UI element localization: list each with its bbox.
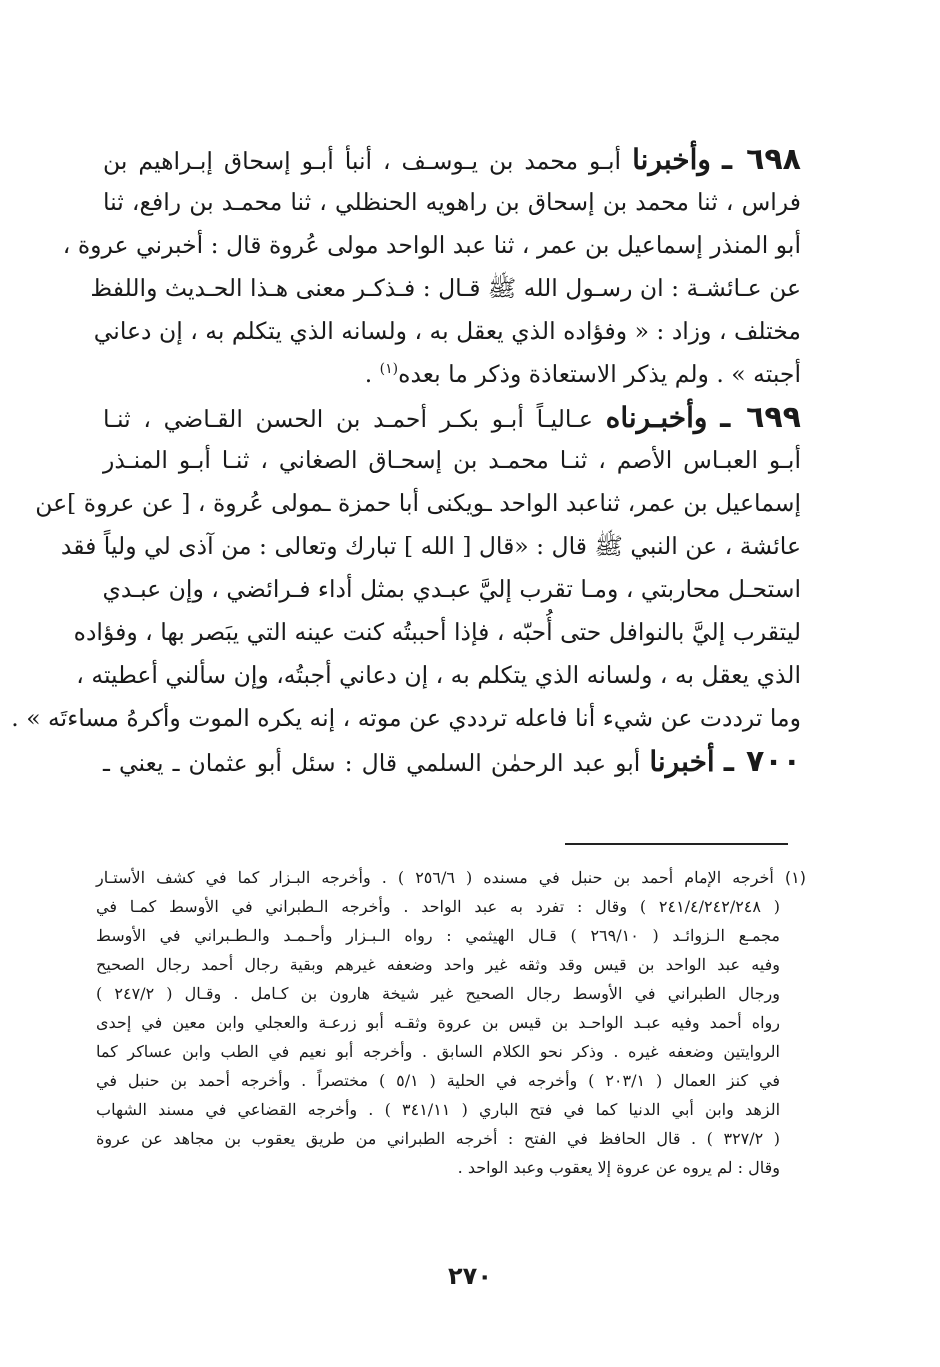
hadith-698-line-2: فراس ، ثنا محمد بن إسحاق بن راهويه الحنظلي ، ثنا محمـد بن رافع، ثنا — [103, 188, 801, 216]
footnote-line-8: في كنز العمال ( ٢٠٣/١ ) وأخرجه في الحلية ( ٥/١ ) مختصراً . وأخرجه أحمد بن حنبل في — [96, 1071, 780, 1090]
footnote-line-11: وقال : لم يروه عن عروة إلا يعقوب وعبد الواحد . — [457, 1158, 780, 1177]
hadith-700-text: أبو عبد الرحمٰن السلمي قال : سئل أبو عثمان ـ يعني ـ — [103, 749, 641, 777]
footnote-line-2: ( ٢٤١/٤/٢٤٢/٢٤٨ ) وقال : تفرد به عبد الواحد . وأخرجه الـطبراني في الأوسط كمـا في — [96, 897, 781, 916]
footnote-reference[interactable]: (١) — [379, 361, 399, 378]
footnote-text: أخرجه الإمام أحمد بن حنبل في مسنده ( ٢٥٦/٦ ) . وأخرجه البـزار كما في كشف الأستـار — [96, 868, 774, 887]
hadith-698-end: . — [364, 360, 380, 388]
footnote-line-9: الزهد وابن أبي الدنيا كما في فتح الباري ( ٣٤١/١١ ) . وأخرجه القضاعي في مسند الشهاب — [96, 1100, 781, 1119]
footnote-line-7: الروايتين وضعفه غيره . وذكر نحو الكلام السابق . وأخرجه أبو نعيم في الطب وابن عساكر كما — [96, 1042, 780, 1061]
hadith-700-head: أخبرنا — [649, 745, 715, 778]
footnote-line-6: رواه أحمد وفيه عبـد الواحـد بن قيس بن عروة وثقـه أبو زرعـة والعجلي وابن معين في إحدى — [96, 1013, 780, 1032]
hadith-698-head: وأخبرنا — [632, 143, 711, 176]
hadith-699-line-2: أبـو العبـاس الأصم ، ثنـا محمـد بن إسحـاق الصغاني ، ثنـا أبـو المنـذر — [103, 446, 801, 474]
hadith-699-number: ٦٩٩ ـ — [720, 400, 801, 435]
hadith-699-line-8: وما ترددت عن شيء أنا فاعله ترددي عن موته ، إنه يكره الموت وأكرهُ مساءتَه » . — [11, 704, 801, 732]
hadith-698-text: أبـو محمد بن يـوسـف ، أنبأ أبـو إسحاق إبـراهيم بن — [103, 147, 622, 175]
hadith-699-line-5: استحـل محاربتي ، ومـا تقرب إليَّ عبـدي بمثل أداء فـرائضي ، وإن عبـدي — [102, 575, 801, 603]
hadith-698-number: ٦٩٨ ـ — [721, 142, 801, 177]
footnote-line-5: ورجال الطبراني في الأوسط رجال الصحيح غير شيخة هارون بن كـامل . وقـال ( ٢٤٧/٢ ) — [96, 984, 781, 1003]
hadith-699-line-1 — [103, 396, 801, 439]
hadith-698-line-6 — [103, 353, 801, 396]
hadith-699-line-6: ليتقرب إليَّ بالنوافل حتى أُحبّه ، فإذا أحببتُه كنت عينه التي يبَصر بها ، وفؤاده — [73, 618, 801, 646]
hadith-698-line-3: أبو المنذر إسماعيل بن عمر ، ثنا عبد الواحد مولى عُروة قال : أخبرني عروة ، — [62, 231, 801, 259]
footnote-marker: (١) — [784, 868, 807, 887]
footnote-separator — [565, 843, 788, 845]
hadith-698-line-4: عن عـائشـة : ان رسـول الله ﷺ قـال : فـذكـر معنى هـذا الحـديث واللفظ — [90, 274, 801, 302]
footnote-line-3: مجمـع الـزوائـد ( ٢٦٩/١٠ ) قـال الهيثمي : رواه الـبـزار وأحـمـد والـطـبراني في الأوسط — [96, 926, 781, 945]
hadith-699-line-4: عائشة ، عن النبي ﷺ قال : «قال [ الله ] تبارك وتعالى : من آذى لي ولياً فقد — [60, 532, 801, 560]
footnotes — [96, 863, 806, 1182]
hadith-699-text: عـاليـاً أبـو بكـر أحمـد بن الحسن القـاضي ، ثنـا — [103, 405, 593, 433]
main-text — [11, 138, 801, 783]
hadith-699-line-3: إسماعيل بن عمر، ثناعبد الواحد ـويكنى أبا حمزة ـمولى عُروة ، [ عن عروة ]عن — [35, 489, 801, 517]
footnote-line-10: ( ٣٢٧/٢ ) . قال الحافظ في الفتح : أخرجه الطبراني من طريق يعقوب بن مجاهد عن عروة — [96, 1129, 781, 1148]
hadith-698-last-text: أجبته » . ولم يذكر الاستعاذة وذكر ما بعده — [398, 360, 801, 388]
hadith-698-line-5: مختلف ، وزاد : « وفؤاده الذي يعقل به ، ولسانه الذي يتكلم به ، إن دعاني — [93, 317, 801, 345]
page-number: ٢٧٠ — [448, 1262, 492, 1290]
footnote-line-1 — [96, 863, 806, 892]
hadith-699-line-7: الذي يعقل به ، ولسانه الذي يتكلم به ، إن دعاني أجبتُه، وإن سألني أعطيته ، — [76, 661, 801, 689]
footnote-line-4: وفيه عبد الواحد بن قيس وقد وثقه غير واحد وضعفه غيرهم وبقية رجال أحمد رجال الصحيح — [96, 955, 781, 974]
hadith-700-line-1 — [103, 740, 801, 783]
hadith-699-head: وأخبـرناه — [605, 401, 708, 434]
hadith-700-number: ٧٠٠ ـ — [723, 744, 801, 779]
hadith-698-line-1 — [103, 138, 801, 181]
